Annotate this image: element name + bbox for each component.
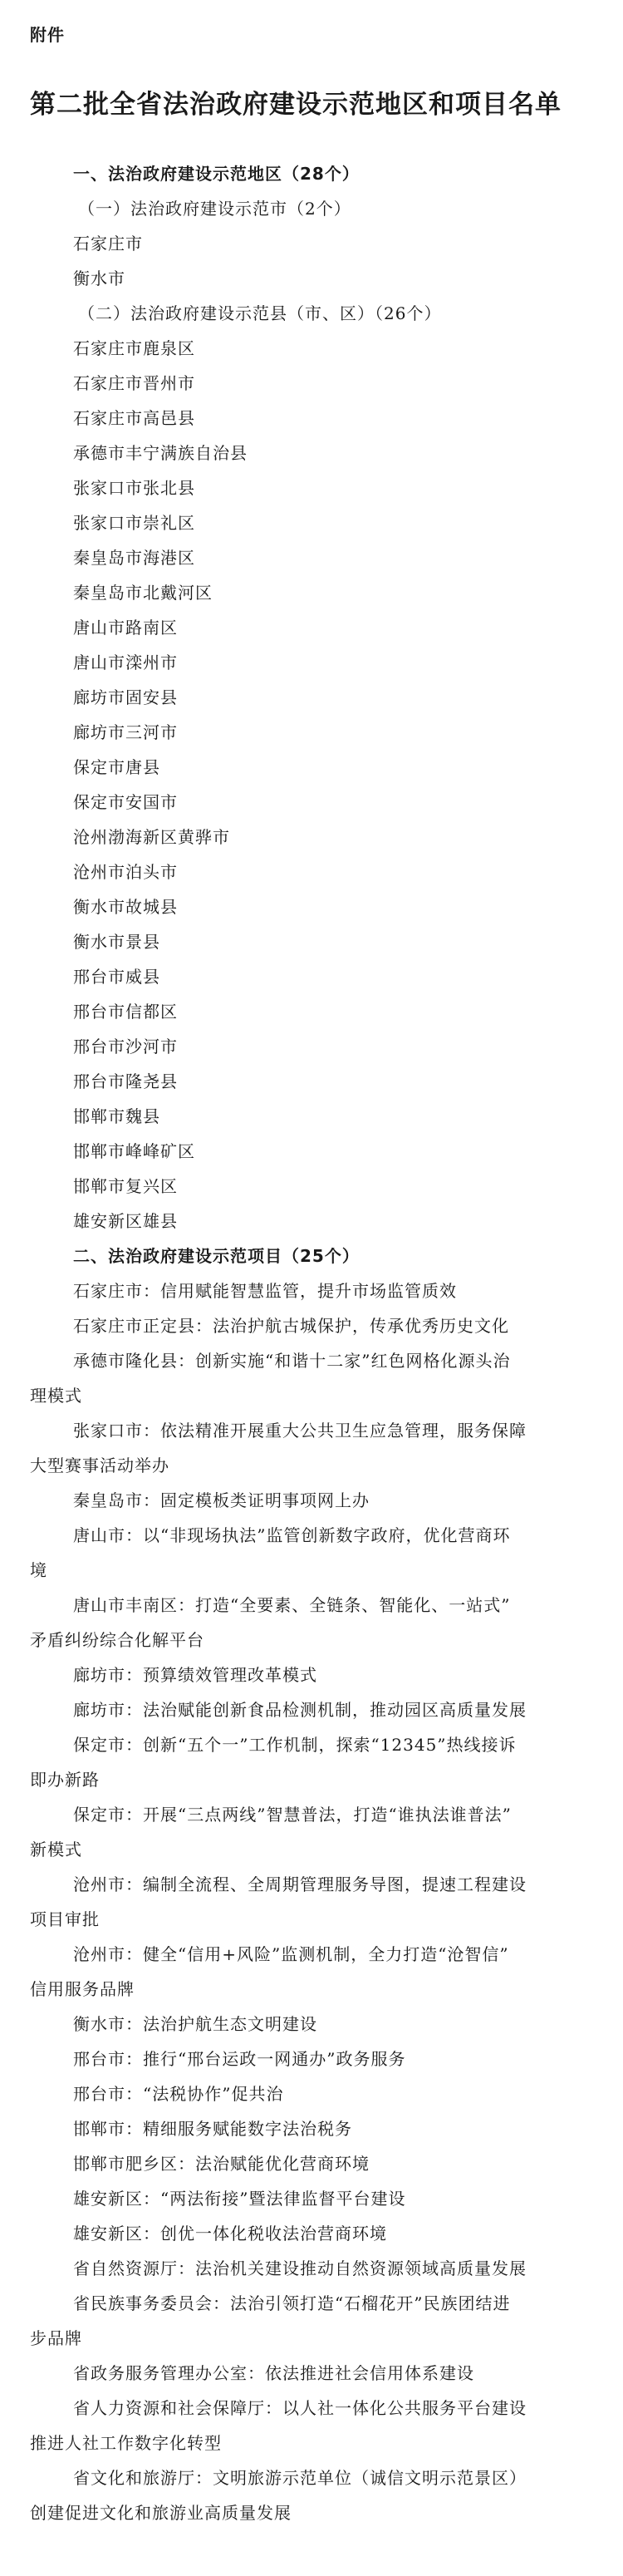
project-text: 张家口市：依法精准开展重大公共卫生应急管理，服务保障: [73, 1421, 527, 1441]
county-item: 邢台市隆尧县: [73, 1071, 178, 1091]
project-item: [0, 2286, 623, 2356]
project-text: 雄安新区：创优一体化税收法治营商环境: [73, 2224, 387, 2244]
project-text: 石家庄市：信用赋能智慧监管，提升市场监管质效: [73, 1281, 457, 1301]
page-title: 第二批全省法治政府建设示范地区和项目名单: [30, 90, 562, 120]
county-item: 石家庄市晋州市: [73, 373, 195, 393]
county-item: 唐山市滦州市: [73, 653, 178, 672]
county-item: 廊坊市三河市: [73, 722, 178, 742]
county-item: 石家庄市高邑县: [73, 408, 195, 428]
city-item: 衡水市: [73, 268, 125, 288]
project-item: [0, 1797, 623, 1867]
county-item: 雄安新区雄县: [73, 1211, 178, 1231]
project-text-continued: 推进人社工作数字化转型: [30, 2433, 222, 2453]
project-text: 雄安新区：“两法衔接”暨法律监督平台建设: [73, 2189, 406, 2209]
county-item: 沧州渤海新区黄骅市: [73, 827, 230, 847]
project-item: [0, 2007, 623, 2042]
county-item: 邯郸市魏县: [73, 1106, 160, 1126]
project-item: [0, 1867, 623, 1937]
document-body: [0, 156, 623, 2530]
county-item: 邯郸市峰峰矿区: [73, 1141, 195, 1161]
project-item: [0, 2111, 623, 2146]
subsection-heading-counties: （二）法治政府建设示范县（市、区）（26个）: [78, 303, 442, 323]
project-text: 秦皇岛市：固定模板类证明事项网上办: [73, 1490, 370, 1510]
project-text: 沧州市：健全“信用+风险”监测机制，全力打造“沧智信”: [73, 1944, 509, 1964]
county-item: 张家口市张北县: [73, 478, 195, 498]
cities-list: [0, 226, 623, 296]
county-item: 邯郸市复兴区: [73, 1176, 178, 1196]
projects-list: [0, 1273, 623, 2530]
county-item: 衡水市景县: [73, 932, 160, 952]
project-text: 省文化和旅游厅：文明旅游示范单位（诚信文明示范景区）: [73, 2468, 527, 2488]
project-text: 省政务服务管理办公室：依法推进社会信用体系建设: [73, 2363, 474, 2383]
county-item: 保定市唐县: [73, 757, 160, 777]
project-text: 省民族事务委员会：法治引领打造“石榴花开”民族团结进: [73, 2293, 511, 2313]
project-item: [0, 2042, 623, 2076]
project-text-continued: 矛盾纠纷综合化解平台: [30, 1630, 204, 1650]
project-text: 唐山市：以“非现场执法”监管创新数字政府，优化营商环: [73, 1525, 511, 1545]
project-item: [0, 2391, 623, 2460]
project-text-continued: 大型赛事活动举办: [30, 1455, 169, 1475]
project-text-continued: 创建促进文化和旅游业高质量发展: [30, 2503, 292, 2523]
project-item: [0, 1413, 623, 1483]
project-text: 邢台市：“法税协作”促共治: [73, 2084, 284, 2104]
county-item: 衡水市故城县: [73, 897, 178, 917]
attachment-label: 附件: [30, 25, 65, 45]
county-item: 唐山市路南区: [73, 618, 178, 638]
project-text: 邯郸市：精细服务赋能数字法治税务: [73, 2119, 352, 2139]
project-text-continued: 项目审批: [30, 1909, 100, 1929]
county-item: 张家口市崇礼区: [73, 513, 195, 533]
project-text: 廊坊市：预算绩效管理改革模式: [73, 1665, 317, 1685]
project-item: [0, 1588, 623, 1657]
project-text: 邢台市：推行“邢台运政一网通办”政务服务: [73, 2049, 406, 2069]
project-item: [0, 2356, 623, 2391]
project-item: [0, 1273, 623, 1308]
project-text: 保定市：创新“五个一”工作机制，探索“12345”热线接诉: [73, 1735, 517, 1755]
project-text: 衡水市：法治护航生态文明建设: [73, 2014, 317, 2034]
project-text-continued: 境: [30, 1560, 47, 1580]
county-item: 秦皇岛市北戴河区: [73, 583, 213, 603]
project-item: [0, 2460, 623, 2530]
project-item: [0, 1343, 623, 1413]
project-text-continued: 理模式: [30, 1386, 82, 1406]
section-heading-projects: 二、法治政府建设示范项目（25个）: [73, 1246, 360, 1266]
county-item: 廊坊市固安县: [73, 687, 178, 707]
county-item: 秦皇岛市海港区: [73, 548, 195, 568]
project-text: 沧州市：编制全流程、全周期管理服务导图，提速工程建设: [73, 1874, 527, 1894]
project-item: [0, 2216, 623, 2251]
project-text: 廊坊市：法治赋能创新食品检测机制，推动园区高质量发展: [73, 1700, 527, 1720]
county-item: 保定市安国市: [73, 792, 178, 812]
project-text: 保定市：开展“三点两线”智慧普法，打造“谁执法谁普法”: [73, 1805, 512, 1825]
project-text-continued: 即办新路: [30, 1770, 100, 1790]
project-item: [0, 1483, 623, 1518]
county-item: 承德市丰宁满族自治县: [73, 443, 248, 463]
county-item: 沧州市泊头市: [73, 862, 178, 882]
project-text-continued: 新模式: [30, 1840, 82, 1859]
county-item: 石家庄市鹿泉区: [73, 338, 195, 358]
counties-list: [0, 331, 623, 1239]
county-item: 邢台市沙河市: [73, 1037, 178, 1057]
section-heading-regions: 一、法治政府建设示范地区（28个）: [73, 164, 360, 184]
project-item: [0, 1937, 623, 2007]
county-item: 邢台市信都区: [73, 1002, 178, 1022]
project-text: 承德市隆化县：创新实施“和谐十二家”红色网格化源头治: [73, 1351, 511, 1371]
project-item: [0, 2181, 623, 2216]
project-text-continued: 步品牌: [30, 2328, 82, 2348]
project-text: 省自然资源厅：法治机关建设推动自然资源领域高质量发展: [73, 2258, 527, 2278]
project-item: [0, 1308, 623, 1343]
county-item: 邢台市威县: [73, 967, 160, 987]
project-text-continued: 信用服务品牌: [30, 1979, 135, 1999]
project-item: [0, 2146, 623, 2181]
project-text: 唐山市丰南区：打造“全要素、全链条、智能化、一站式”: [73, 1595, 511, 1615]
subsection-heading-cities: （一）法治政府建设示范市（2个）: [78, 199, 351, 219]
city-item: 石家庄市: [73, 234, 143, 254]
project-item: [0, 1657, 623, 1692]
project-item: [0, 1518, 623, 1588]
project-item: [0, 2251, 623, 2286]
project-text: 石家庄市正定县：法治护航古城保护，传承优秀历史文化: [73, 1316, 509, 1336]
project-text: 省人力资源和社会保障厅：以人社一体化公共服务平台建设: [73, 2398, 527, 2418]
project-text: 邯郸市肥乡区：法治赋能优化营商环境: [73, 2154, 370, 2174]
project-item: [0, 1692, 623, 1727]
project-item: [0, 1727, 623, 1797]
project-item: [0, 2076, 623, 2111]
